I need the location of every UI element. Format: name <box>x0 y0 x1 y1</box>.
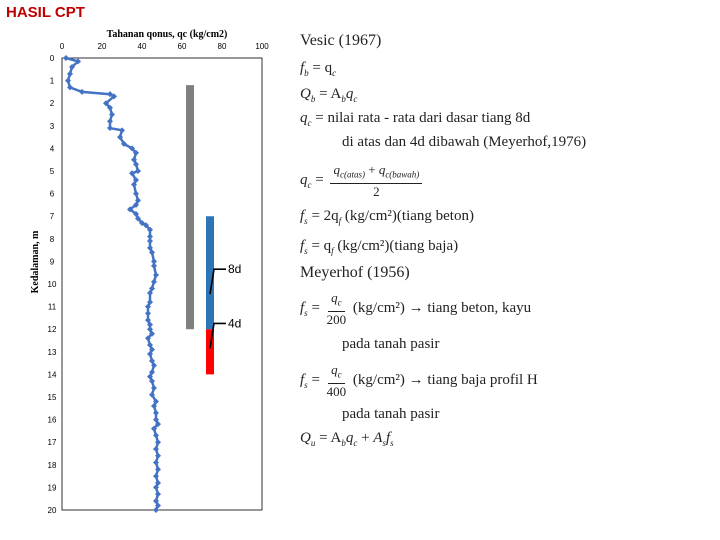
qc-data-point <box>153 432 159 438</box>
qc-data-point <box>133 191 139 197</box>
formula-qb: $Q_b = A_bq_c$ <box>300 86 358 104</box>
qc-data-point <box>155 453 161 459</box>
fraction-qc-numerator: q <box>333 162 340 177</box>
qc-data-point <box>153 410 159 416</box>
formula-fs-beton: $f_s = 2q_f$ (kg/cm²)(tiang beton) <box>300 208 474 226</box>
plot-area-frame <box>62 58 262 510</box>
formula-fs-200-text: (kg/cm²) → tiang beton, kayu <box>352 300 532 317</box>
y-tick-label: 3 <box>49 121 55 131</box>
formula-qu-text: = A <box>319 430 342 446</box>
y-tick-label: 0 <box>49 54 55 63</box>
y-tick-label: 15 <box>47 393 57 402</box>
y-tick-label: 14 <box>47 370 57 380</box>
cpt-chart <box>0 0 300 540</box>
fraction-400: $\frac{q_c}{400}$ <box>326 362 347 399</box>
annotation-label: 4d <box>228 316 242 331</box>
meyerhof-heading: Meyerhof (1956) <box>300 264 410 281</box>
y-tick-label: 9 <box>49 257 55 267</box>
x-tick-label: 60 <box>177 42 187 51</box>
y-tick-label: 7 <box>49 212 55 222</box>
formula-qc-def2: di atas dan 4d dibawah (Meyerhof,1976) <box>342 134 587 150</box>
y-tick-label: 4 <box>49 144 55 154</box>
y-tick-label: 18 <box>47 460 57 470</box>
formula-qc-def-text: = nilai rata - rata dari dasar tiang 8d <box>315 110 531 126</box>
y-tick-label: 20 <box>47 506 57 515</box>
formula-pasir-2: pada tanah pasir <box>342 406 440 422</box>
y-tick-labels <box>48 54 57 515</box>
y-tick-label: 1 <box>49 76 55 86</box>
formula-panel <box>300 28 715 498</box>
qc-data-point <box>147 238 153 244</box>
qc-series <box>63 55 161 513</box>
qc-data-point <box>109 112 115 118</box>
annotations <box>210 262 241 348</box>
y-tick-label: 12 <box>47 325 57 335</box>
qc-data-point <box>151 279 157 285</box>
qc-data-point <box>155 439 161 445</box>
fraction-400-numerator: q <box>331 362 338 377</box>
formula-fb: $f_b = q_c$ <box>300 60 337 78</box>
qc-data-point <box>151 263 157 269</box>
qc-data-point <box>153 473 159 479</box>
qc-data-point <box>107 125 113 131</box>
y-tick-label: 13 <box>47 347 57 357</box>
qc-data-point <box>153 460 159 466</box>
x-tick-label: 0 <box>59 42 65 51</box>
y-tick-label: 10 <box>47 280 57 289</box>
chart-title: Tahanan qonus, qc (kg/cm2) <box>106 29 228 40</box>
fraction-qc-denominator: 2 <box>373 183 380 199</box>
qc-data-point <box>153 446 159 452</box>
formula-fs-400-text: (kg/cm²) → tiang baja profil H <box>352 372 538 389</box>
x-tick-label: 100 <box>255 42 269 51</box>
qc-data-point <box>151 385 157 391</box>
y-tick-label: 8 <box>49 234 55 244</box>
y-tick-label: 6 <box>49 189 55 199</box>
qc-data-point <box>119 127 125 133</box>
x-tick-labels <box>60 42 269 51</box>
y-tick-label: 17 <box>47 438 57 448</box>
x-tick-label: 80 <box>217 42 227 51</box>
fraction-400-denominator: 400 <box>326 383 347 399</box>
pile-bars <box>190 85 210 374</box>
x-tick-label: 40 <box>137 42 147 51</box>
vesic-heading: Vesic (1967) <box>300 32 382 49</box>
qc-data-point <box>67 71 73 77</box>
formula-fs-baja-text: = q <box>311 238 332 254</box>
formula-fs-200: $f_s$ = $\frac{q_c}{200}$ (kg/cm²) → tiang beton, kayu <box>300 290 532 327</box>
y-tick-label: 16 <box>47 415 57 425</box>
qc-data-point <box>155 466 161 472</box>
qc-data-point <box>155 491 161 497</box>
formula-qc-def: $q_c$ = nilai rata - rata dari dasar tiang 8d <box>300 110 531 128</box>
qc-data-point <box>63 55 69 61</box>
qc-data-point <box>153 272 159 278</box>
formula-fs-baja: $f_s = q_f$ (kg/cm²)(tiang baja) <box>300 238 459 256</box>
fraction-200: $\frac{q_c}{200}$ <box>326 290 347 327</box>
formula-fs-400: $f_s$ = $\frac{q_c}{400}$ (kg/cm²) → tiang baja profil H <box>300 362 538 399</box>
y-tick-label: 5 <box>49 167 55 176</box>
y-tick-label: 2 <box>49 99 55 109</box>
formula-fb-text: = q <box>312 60 333 76</box>
fraction-200-numerator: q <box>331 290 338 305</box>
x-tick-label: 20 <box>97 42 107 51</box>
qc-series-line <box>66 58 158 510</box>
y-tick-label: 11 <box>47 302 57 312</box>
formula-fs-beton-unit: (kg/cm²)(tiang beton) <box>344 208 474 224</box>
formula-fs-baja-unit: (kg/cm²)(tiang baja) <box>337 238 459 254</box>
formula-qc-avg: $q_c$ = $\frac{q_{c(atas)} + q_{c(bawah)}}{2}$ <box>300 162 425 200</box>
qc-data-point <box>107 118 113 124</box>
formula-pasir-1: pada tanah pasir <box>342 336 440 352</box>
formula-qb-text: = A <box>319 86 342 102</box>
qc-data-point <box>65 78 71 84</box>
fraction-qc: $\frac{q_{c(atas)} + q_{c(bawah)}}{2}$ <box>330 162 422 200</box>
annotation-label: 8d <box>228 262 242 277</box>
y-tick-label: 19 <box>47 483 57 493</box>
y-axis-label: Kedalaman, m <box>30 230 41 294</box>
formula-fs-beton-text: = 2q <box>311 208 339 224</box>
formula-qu: $Q_u = A_bq_c + A_sf_s$ <box>300 430 394 448</box>
fraction-200-denominator: 200 <box>326 311 347 327</box>
qc-data-point <box>145 310 151 316</box>
slide-title: HASIL CPT <box>6 4 85 21</box>
